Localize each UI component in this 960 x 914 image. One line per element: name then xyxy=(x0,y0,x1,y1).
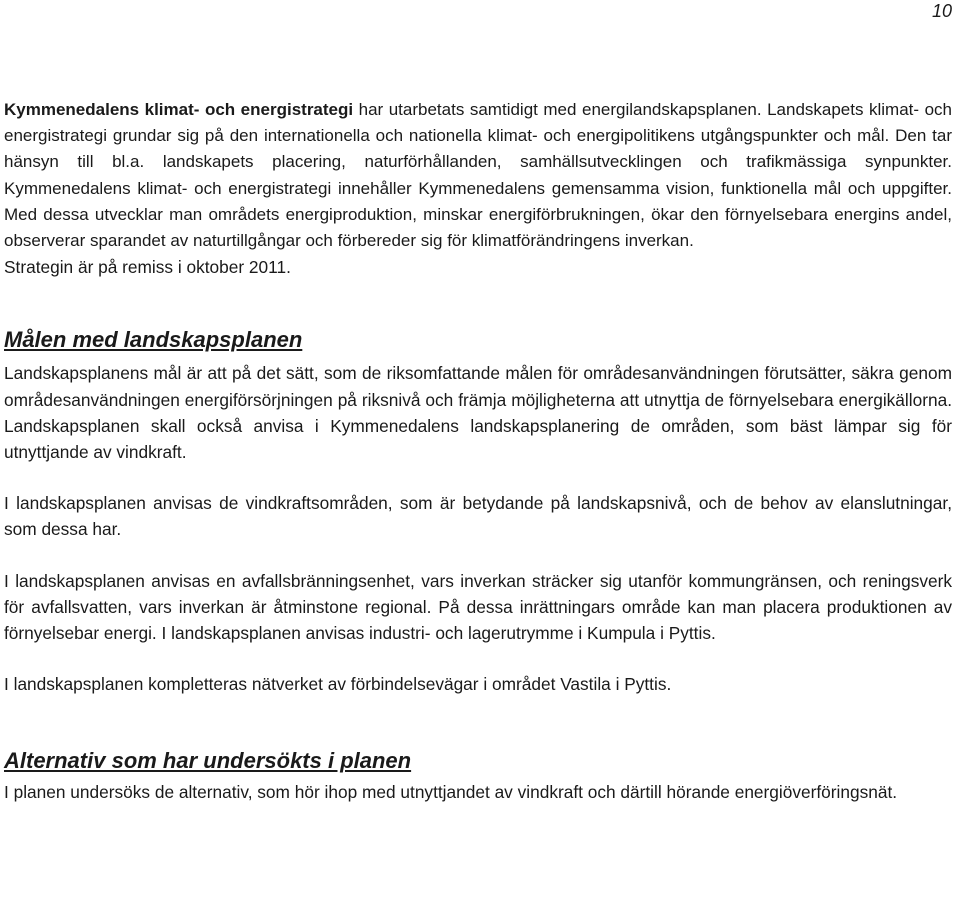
intro-text: har utarbetats samtidigt med energilandskapsplanen. Landskapets klimat- och energistrategi grundar sig på den internationella och nationella klimat- och energipolitikens utgångspunkter och mål. Den tar hänsyn till bl.a. landskapets placering, naturförhållanden, samhällsutvecklingen och trafikmässiga synpunkter. Kymmenedalens klimat- och energistrategi innehåller Kymmenedalens gemensamma vision, funktionella mål och uppgifter. Med dessa utvecklar man områdets energiproduktion, minskar energiförbrukningen, ökar den förnyelsebara energins andel, observerar sparandet av naturtillgångar och förbereder sig för klimatförändringens inverkan. xyxy=(4,100,952,251)
alternatives-paragraph-1: I planen undersöks de alternativ, som hör ihop med utnyttjandet av vindkraft och därtill hörande energiöverföringsnät. xyxy=(4,782,898,803)
intro-paragraph xyxy=(4,97,952,254)
page-number: 10 xyxy=(931,1,952,21)
heading-alternatives: Alternativ som har undersökts i planen xyxy=(4,748,412,774)
goals-paragraph-2: I landskapsplanen anvisas de vindkraftsområden, som är betydande på landskapsnivå, och de behov av elanslutningar, som dessa har. xyxy=(4,493,952,540)
document-body xyxy=(4,97,952,806)
intro-remiss-line: Strategin är på remiss i oktober 2011. xyxy=(4,257,291,278)
heading-goals: Målen med landskapsplanen xyxy=(4,327,303,353)
goals-paragraph-4: I landskapsplanen kompletteras nätverket av förbindelsevägar i området Vastila i Pyttis. xyxy=(4,674,672,695)
intro-bold-lead: Kymmenedalens klimat- och energistrategi xyxy=(4,100,354,119)
goals-paragraph-1: Landskapsplanens mål är att på det sätt, som de riksomfattande målen för områdesanvändningen förutsätter, säkra genom områdesanvändningen energiförsörjningen på riksnivå och främja möjligheterna att utnyttja de förnyelsebara energikällorna. Landskapsplanen skall också anvisa i Kymmenedalens landskapsplanering de områden, som bäst lämpar sig för utnyttjande av vindkraft. xyxy=(4,363,952,463)
goals-paragraph-3: I landskapsplanen anvisas en avfallsbränningsenhet, vars inverkan sträcker sig utanför kommungränsen, och reningsverk för avfallsvatten, vars inverkan är åtminstone regional. På dessa inrättningars område kan man placera produktionen av förnyelsebar energi. I landskapsplanen anvisas industri- och lagerutrymme i Kumpula i Pyttis. xyxy=(4,570,952,644)
